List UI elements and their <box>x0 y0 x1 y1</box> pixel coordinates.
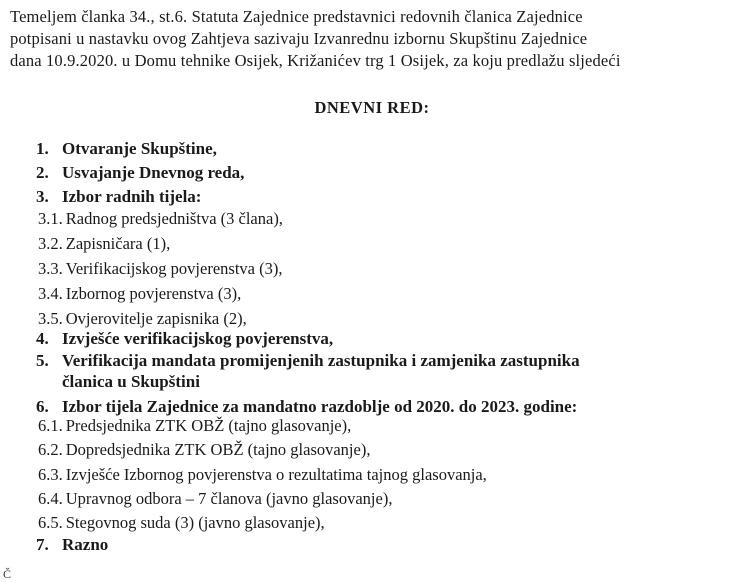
agenda-item-text: Razno <box>62 535 109 554</box>
agenda-item-number: 6.4. <box>38 489 63 508</box>
intro-line: dana 10.9.2020. u Domu tehnike Osijek, Križanićev trg 1 Osijek, za koju predlažu sljedeći <box>10 51 621 70</box>
agenda-item-number: 5. <box>36 351 49 370</box>
agenda-item-number: 6. <box>36 397 49 416</box>
agenda-item-number: 6.1. <box>38 416 63 435</box>
agenda-item-number: 3.1. <box>38 209 63 228</box>
agenda-item-text: Izvješće Izbornog povjerenstva o rezultatima tajnog glasovanja, <box>65 465 487 484</box>
agenda-item-number: 3.3. <box>38 259 63 278</box>
agenda-item-text: Stegovnog suda (3) (javno glasovanje), <box>65 513 325 532</box>
agenda-item-text: Radnog predsjedništva (3 člana), <box>65 209 283 228</box>
agenda-item-number: 3.4. <box>38 284 63 303</box>
agenda-item-text: Predsjednika ZTK OBŽ (tajno glasovanje), <box>65 416 352 435</box>
agenda-item-text: Izbornog povjerenstva (3), <box>65 284 242 303</box>
agenda-subitem <box>38 489 392 509</box>
agenda-item-text: Verifikacija mandata promijenjenih zastupnika i zamjenika zastupnika <box>62 351 580 370</box>
intro-line: potpisani u nastavku ovog Zahtjeva sazivaju Izvanrednu izbornu Skupštinu Zajednice <box>10 29 588 48</box>
agenda-item-number: 3.2. <box>38 234 63 253</box>
agenda-subitem <box>38 440 370 460</box>
agenda-item-text: Verifikacijskog povjerenstva (3), <box>65 259 283 278</box>
agenda-item-text: Izbor radnih tijela: <box>62 187 202 206</box>
agenda-item <box>36 187 201 207</box>
agenda-item <box>36 351 580 371</box>
agenda-item-number: 6.5. <box>38 513 63 532</box>
agenda-subitem <box>38 259 282 279</box>
agenda-subitem <box>38 513 325 533</box>
agenda-item-continuation: članica u Skupštini <box>62 372 200 391</box>
intro-line: Temeljem članka 34., st.6. Statuta Zajednice predstavnici redovnih članica Zajednice <box>10 7 583 26</box>
agenda-subitem <box>38 209 283 229</box>
agenda-subitem <box>38 416 351 436</box>
agenda-item <box>36 139 217 159</box>
agenda-item-number: 3.5. <box>38 309 63 328</box>
page-edge-mark: Č <box>3 567 12 581</box>
agenda-item-text: Usvajanje Dnevnog reda, <box>62 163 245 182</box>
agenda-title: DNEVNI RED: <box>314 98 430 117</box>
agenda-item-number: 6.2. <box>38 440 63 459</box>
agenda-item <box>36 163 244 183</box>
agenda-item-number: 7. <box>36 535 49 554</box>
agenda-subitem <box>38 309 247 329</box>
agenda-item-number: 2. <box>36 163 49 182</box>
agenda-item-text: Upravnog odbora – 7 članova (javno glasovanje), <box>65 489 393 508</box>
agenda-item <box>36 329 333 349</box>
agenda-item-text: Ovjerovitelje zapisnika (2), <box>65 309 247 328</box>
agenda-subitem <box>38 284 241 304</box>
agenda-item-text: Izbor tijela Zajednice za mandatno razdoblje od 2020. do 2023. godine: <box>62 397 578 416</box>
agenda-item-text: Otvaranje Skupštine, <box>62 139 217 158</box>
agenda-subitem <box>38 234 170 254</box>
agenda-item-number: 6.3. <box>38 465 63 484</box>
agenda-item <box>36 397 577 417</box>
agenda-item-number: 3. <box>36 187 49 206</box>
agenda-subitem <box>38 465 487 485</box>
agenda-item-text: Dopredsjednika ZTK OBŽ (tajno glasovanje), <box>65 440 371 459</box>
agenda-item <box>36 535 108 555</box>
agenda-item-number: 4. <box>36 329 49 348</box>
agenda-item-number: 1. <box>36 139 49 158</box>
agenda-item-text: Izvješće verifikacijskog povjerenstva, <box>62 329 334 348</box>
agenda-item-text: Zapisničara (1), <box>65 234 171 253</box>
